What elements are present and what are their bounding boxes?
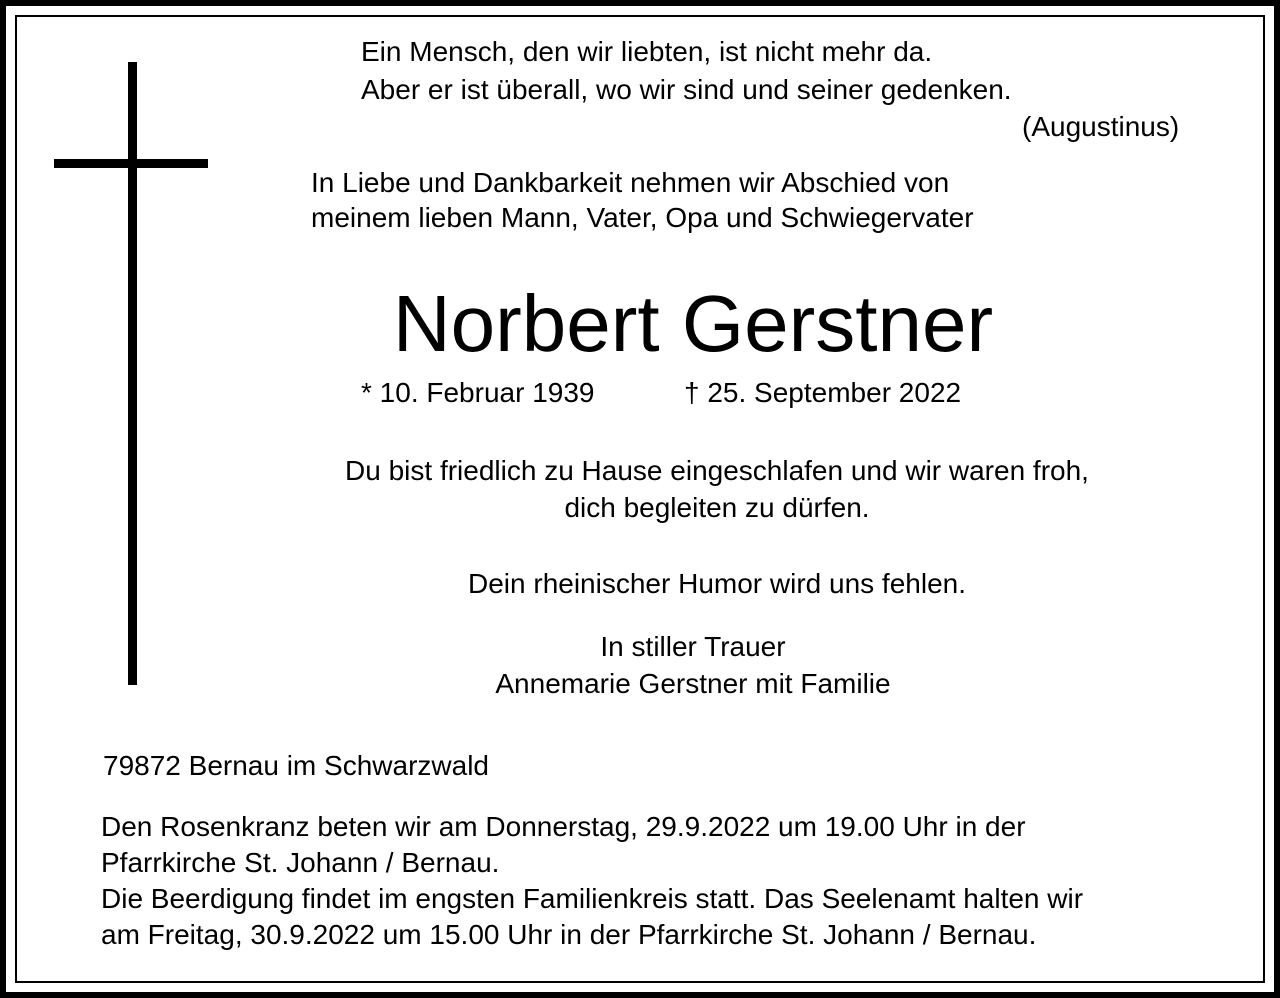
birth-date: * 10. Februar 1939	[361, 377, 595, 408]
humor-line: Dein rheinischer Humor wird uns fehlen.	[468, 568, 966, 599]
mourning-heading: In stiller Trauer	[600, 631, 786, 662]
service-info-line-4: am Freitag, 30.9.2022 um 15.00 Uhr in der Pfarrkirche St. Johann / Bernau.	[101, 919, 1037, 950]
intro-line-2: meinem lieben Mann, Vater, Opa und Schwiegervater	[311, 202, 974, 233]
service-info-line-3: Die Beerdigung findet im engsten Familienkreis statt. Das Seelenamt halten wir	[101, 883, 1084, 914]
quote-author: (Augustinus)	[1022, 111, 1180, 142]
message-line-1: Du bist friedlich zu Hause eingeschlafen und wir waren froh,	[345, 455, 1089, 486]
service-info-line-2: Pfarrkirche St. Johann / Bernau.	[101, 847, 500, 878]
service-info-line-1: Den Rosenkranz beten wir am Donnerstag, 29.9.2022 um 19.00 Uhr in der	[101, 811, 1026, 842]
message-line-2: dich begleiten zu dürfen.	[564, 492, 870, 523]
cross-vertical-beam	[128, 62, 137, 685]
quote-line-2: Aber er ist überall, wo wir sind und seiner gedenken.	[361, 74, 1012, 105]
mourners-signature: Annemarie Gerstner mit Familie	[495, 668, 891, 699]
death-date: † 25. September 2022	[684, 377, 962, 408]
intro-line-1: In Liebe und Dankbarkeit nehmen wir Abschied von	[311, 167, 950, 198]
cross-horizontal-beam	[54, 159, 208, 168]
quote-line-1: Ein Mensch, den wir liebten, ist nicht mehr da.	[361, 36, 933, 67]
location-line: 79872 Bernau im Schwarzwald	[103, 750, 489, 781]
deceased-name: Norbert Gerstner	[392, 279, 994, 368]
